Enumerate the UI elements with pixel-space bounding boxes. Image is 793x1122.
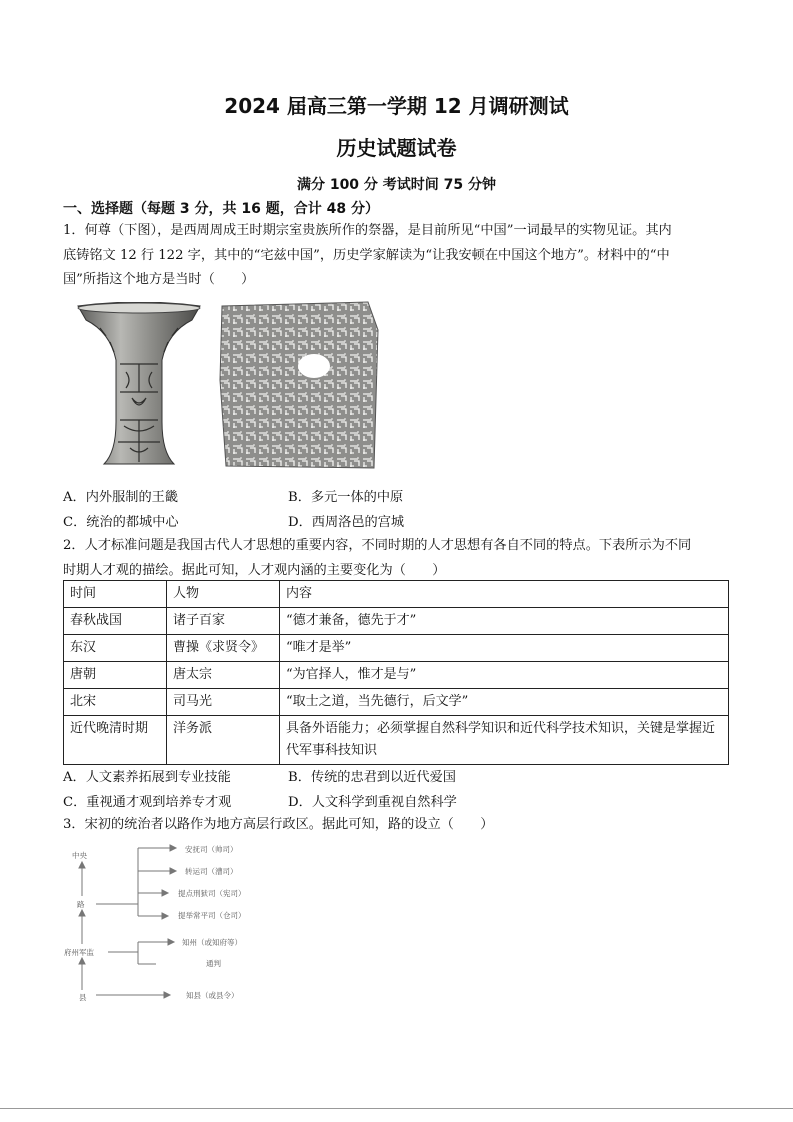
diagram-label: 安抚司（帅司）	[185, 845, 238, 854]
table-header-row	[64, 581, 729, 608]
table-cell: “取士之道，当先德行，后文学”	[280, 689, 729, 716]
table-cell: 春秋战国	[64, 608, 167, 635]
diagram-label: 通判	[206, 959, 221, 968]
diagram-label: 转运司（漕司）	[185, 867, 238, 876]
table-cell: 诸子百家	[167, 608, 280, 635]
inscription-rubbing-image	[218, 300, 382, 472]
diagram-label: 中央	[72, 851, 87, 860]
table-row	[64, 662, 729, 689]
option-a: A．内外服制的王畿	[63, 490, 179, 505]
table-cell: 唐太宗	[167, 662, 280, 689]
option-d: D．西周洛邑的宫城	[288, 515, 405, 530]
table-row	[64, 608, 729, 635]
table-row	[64, 635, 729, 662]
exam-info: 满分 100 分 考试时间 75 分钟	[296, 177, 497, 193]
table-cell: 洋务派	[167, 716, 280, 765]
table-cell: 东汉	[64, 635, 167, 662]
he-zun-vessel-image	[70, 302, 208, 472]
exam-title: 2024 届高三第一学期 12 月调研测试	[224, 94, 569, 118]
table-cell: “唯才是举”	[280, 635, 729, 662]
question-1-text	[63, 219, 730, 293]
question-1-line: 国”所指这个地方是当时（ ）	[63, 272, 255, 287]
table-header-cell: 时间	[64, 581, 167, 608]
page-bottom-divider	[0, 1108, 793, 1109]
table-header-cell: 内容	[280, 581, 729, 608]
section-heading: 一、选择题（每题 3 分，共 16 题，合计 48 分）	[63, 201, 379, 217]
table-cell: 具备外语能力；必须掌握自然科学知识和近代科学技术知识，关键是掌握近代军事科技知识	[280, 716, 729, 765]
option-c: C．重视通才观到培养专才观	[63, 795, 232, 810]
question-1-line: 底铸铭文 12 行 122 字，其中的“宅兹中国”，历史学家解读为“让我安顿在中国这个地方”。材料中的“中	[63, 247, 670, 263]
option-b: B．多元一体的中原	[288, 490, 404, 505]
diagram-label: 知县（或县令）	[186, 991, 239, 1000]
table-cell: 北宋	[64, 689, 167, 716]
option-c: C．统治的都城中心	[63, 515, 179, 530]
table-cell: “德才兼备，德先于才”	[280, 608, 729, 635]
question-2-text	[63, 534, 730, 583]
table-cell: 近代晚清时期	[64, 716, 167, 765]
question-2-line: 2．人才标准问题是我国古代人才思想的重要内容，不同时期的人才思想有各自不同的特点。下表所示为不同	[63, 538, 692, 553]
option-b: B．传统的忠君到以近代爱国	[288, 770, 456, 785]
song-admin-diagram	[60, 838, 300, 1008]
diagram-label: 知州（或知府等）	[182, 938, 242, 947]
table-cell: 曹操《求贤令》	[167, 635, 280, 662]
table-row	[64, 716, 729, 765]
diagram-label: 提举常平司（仓司）	[178, 911, 246, 920]
question-1-line: 1．何尊（下图），是西周周成王时期宗室贵族所作的祭器，是目前所见“中国”一词最早的实物见证。其内	[63, 223, 672, 238]
table-cell: 司马光	[167, 689, 280, 716]
diagram-label: 路	[77, 900, 85, 909]
question-2-line: 时期人才观的描绘。据此可知，人才观内涵的主要变化为（ ）	[63, 562, 446, 578]
table-row	[64, 689, 729, 716]
diagram-label: 县	[79, 993, 87, 1002]
diagram-label: 提点刑狱司（宪司）	[178, 889, 246, 898]
diagram-label: 府州军监	[64, 948, 94, 957]
table-cell: 唐朝	[64, 662, 167, 689]
talent-view-table	[63, 580, 729, 765]
table-cell: “为官择人，惟才是与”	[280, 662, 729, 689]
table-header-cell: 人物	[167, 581, 280, 608]
exam-subject: 历史试题试卷	[336, 136, 457, 160]
option-d: D．人文科学到重视自然科学	[288, 795, 457, 810]
option-a: A．人文素养拓展到专业技能	[63, 770, 231, 785]
question-3-text: 3．宋初的统治者以路作为地方高层行政区。据此可知，路的设立（ ）	[63, 817, 494, 832]
